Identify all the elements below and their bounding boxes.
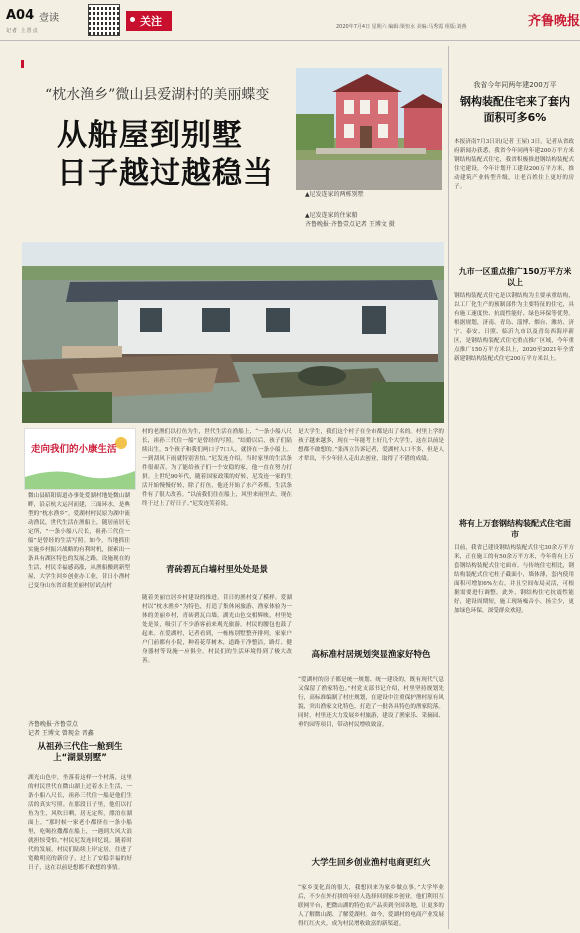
sidebar-byline: 齐鲁晚报·齐鲁壹点 记者 王博文 曾现金 晋鑫 — [28, 721, 94, 737]
right-title: 钢构装配住宅来了套内面积可多6% — [460, 95, 570, 124]
article-kicker: “枕水渔乡”微山县爱湖村的美丽蝶变 — [45, 87, 270, 103]
villa-photo-caption: ▲尼发连家的两栋别墅 — [305, 191, 364, 198]
right-subhead-1: 九市一区重点推广150万平方米以上 — [458, 267, 572, 287]
main-body-col2c: “家乡变化真的很大，我想回来为家乡做点事。”大学毕业后，不少在外打拼的年轻人选择回到家乡创业。他们利用互联网平台，把微山湖的特色农产品卖到全国各地，让更多的人了解微山湖、了解爱湖村。如今，爱湖村的电商产业发展得红红火火，成为村民增收致富的新渠道。 — [298, 885, 444, 927]
date-line: 2020年7月4日 星期六 编辑:梁恒水 美编:马秀霞 组版:刘燕 — [336, 24, 467, 30]
page-header — [0, 0, 580, 41]
column-logo-text: 走向我们的小康生活 — [31, 444, 117, 455]
column-divider — [448, 46, 449, 929]
article-title-line-1: 从船屋到别墅 — [57, 118, 243, 153]
column-logo — [24, 428, 136, 490]
boat-house-photo — [22, 242, 444, 423]
main-body-col1b: 随着美丽宜居乡村建设的推进，昔日的渔村变了模样。爱湖村以“枕水渔乡”为特色，打造了集休闲旅游、渔家体验为一体的美丽乡村，青砖碧瓦白墙，湖光山色交相辉映，村里处处是景，吸引了不少游客前来观光旅游，村民的腰包也鼓了起来。在爱湖村，记者看到，一栋栋别墅整齐排列，家家户户门前都有小院，种着花草树木，道路干净整洁，路灯、健身器材等设施一应俱全，村民们的生活环境得到了极大改善。 — [142, 595, 292, 664]
triangle-icon: ▲ — [305, 212, 310, 219]
sidebar-intro: 微山县昭阳街道办事处爱湖村地处微山湖畔，沿京杭大运河而建，三面环水，是典型的“枕水渔乡”。爱湖村村民原为湖中流动渔民，世代生活在渔船上，随居前居无定所，“一条小船八尺长，祖孙三代住一船”是曾经的生活写照。如今，当地抓住实施乡村振兴战略的有利时机，探索出一条具有湖区特色的发展之路，设施现在的生活，村民幸福感高涨，从渔船搬到新型屋，大学生回乡创业办工业，昔日小渔村已变身山东省首批美丽村居试点村 — [28, 493, 130, 589]
right-body-1: 钢结构装配式住宅是以钢结构为主要承重结构，以工厂化生产的预制部件为主要特征的住宅，具有施工速度快、抗震性能好、绿色环保等优势。根据规划，济南、青岛、淄博、烟台、潍坊、济宁、泰安、日照、临沂九市以及青岛西海岸新区，是钢结构装配式住宅重点推广区域，今年重点推广150万平方米以上，2020至2021年全省新建钢结构装配式住宅200万平方米以上。 — [454, 293, 574, 362]
right-subhead-2: 将有上万套钢结构装配式住宅面市 — [459, 519, 571, 539]
accent-bar — [21, 60, 24, 68]
right-body-2: 目前，我省已建设钢结构装配式住宅30余万平方米，正在施工的有50余万平方米，今年将有上万套钢结构装配式住宅面市。与传统住宅相比，钢结构装配式住宅柱子截面小，墙体薄，套内使用面积可增加6%左右，并且空间布局灵活，可根据需要进行调整。此外，钢结构住宅抗震性能好，建设周期短，施工现场噪音小、扬尘少，更加绿色环保，深受群众欢迎。 — [454, 545, 574, 614]
editor-roles: 记者 上晋点 — [6, 28, 39, 34]
triangle-icon: ▲ — [305, 191, 310, 198]
section-name: 壹读 — [39, 13, 59, 24]
main-body-col2: 是大学生，我们这个村子在全市都是出了名的。村里上学的孩子越来越多，现在一年能考上好几个大学生，这在以前是想都不敢想的。”张西立告诉记者，爱湖村人口不多，但是人才辈出，不少年轻人走出去创业，取得了不错的成绩。 — [298, 429, 444, 462]
newspaper-logo: 齐鲁晚报 — [528, 14, 580, 29]
page-number: A04 — [6, 8, 35, 23]
villa-photo — [296, 68, 442, 190]
sidebar-headline: 从祖孙三代住一舱到生上“湖景别墅” — [37, 742, 123, 763]
sidebar-body: 湖光山色中，坐落着这样一个村落，这里的村民世代在微山湖上过着水上生活，一条小船八尺长，祖孙三代住一船是他们生活的真实写照。在那段日子里，他们以打鱼为生，风吹日晒，居无定所，漂泊在湖面上。“那时候一家老小都挤在一条小船里，吃喝拉撒都在船上，一遇到大风大浪就担惊受怕。”村民尼发连回忆说。随着时代的发展，村民们陆续上岸定居，住进了宽敞明亮的新房子，过上了安稳幸福的好日子，这在以前是想都不敢想的事情。 — [28, 775, 132, 871]
right-lead: 本报济南7月3日讯(记者 王屋) 3日，记者从省政府新闻办获悉，我省今年同两年建200万平方米钢结构装配式住宅，我省积极推进钢结构装配式住宅建设，今年计划开工建设200万平方米，推动建筑产业转型升级，让老百姓住上更好的房子。 — [454, 139, 574, 190]
main-subhead-2: 高标准村居规划突显渔家好特色 — [311, 650, 431, 660]
article-title-line-2: 日子越过越稳当 — [57, 156, 274, 191]
main-subhead-3: 大学生回乡创业渔村电商更红火 — [311, 858, 431, 868]
main-subhead-1: 青砖碧瓦白墙村里处处是景 — [165, 565, 268, 575]
main-body-col2b: “爱湖村的房子都是统一规划、统一建设的，既有现代气息又保留了渔家特色。”村党支部书记介绍，村里坚持规划先行，高标准编制了村庄规划，在建设中注重保护渔村原有风貌，突出渔家文化特色，打造了一批各具特色的渔家院落。同时，村里还大力发展乡村旅游，建设了渔家乐、采摘园、垂钓园等项目，带动村民增收致富。 — [298, 677, 444, 728]
boat-photo-caption: ▲尼发连家的住家船 齐鲁晚报·齐鲁壹点记者 王博文 摄 — [305, 212, 395, 228]
right-pre-title: 我省今年同两年建200万平 — [473, 81, 557, 89]
section-tag: 关注 — [126, 11, 172, 31]
main-body-col1: 村的老渔们以打鱼为生，世代生活在渔船上，“一条小船八尺长，祖孙三代住一船”是曾经的写照。“结婚以后，孩子们陆续出生，5个孩子和我们两口子7口人，就挤在一条小船上。一到刮风下雨就特别害怕。”尼发连介绍，当时家里的生活条件很艰苦，为了能给孩子们一个安稳的家，他一直在努力打拼。上世纪90年代，随着国家政策的好转，尼发连一家的生活开始慢慢好转，除了打鱼，他还开始了水产养殖，生活条件有了很大改善。“以前我们住在船上，风里来雨里去，现在终于过上了好日子。”尼发连笑着说。 — [142, 429, 292, 507]
qr-code-icon[interactable] — [88, 4, 120, 36]
